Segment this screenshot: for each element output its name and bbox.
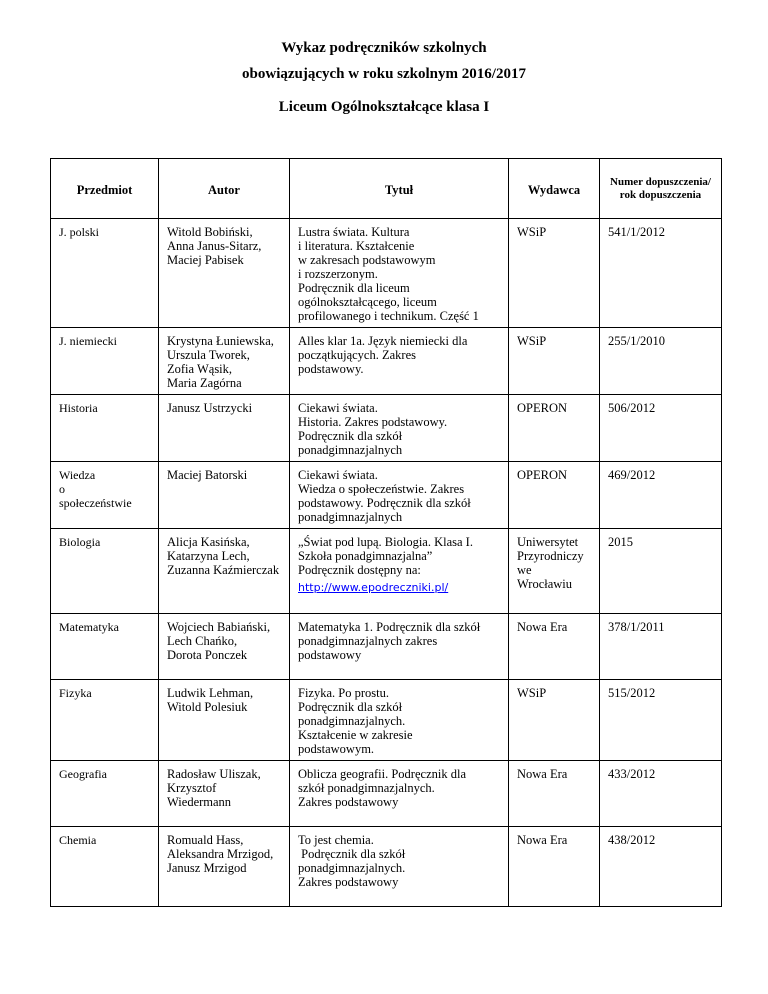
cell-title: Oblicza geografii. Podręcznik dla szkół ponadgimnazjalnych. Zakres podstawowy [290, 761, 509, 827]
document-title: Wykaz podręczników szkolnych [281, 40, 487, 56]
cell-title: Lustra świata. Kultura i literatura. Kształcenie w zakresach podstawowym i rozszerzonym. Podręcznik dla liceum ogólnokształcącego, liceum profilowanego i technikum. Część 1 [290, 219, 509, 328]
cell-approval-number: 515/2012 [600, 680, 722, 761]
cell-publisher: Nowa Era [509, 827, 600, 907]
cell-approval-number: 438/2012 [600, 827, 722, 907]
cell-title: Ciekawi świata. Historia. Zakres podstawowy. Podręcznik dla szkół ponadgimnazjalnych [290, 395, 509, 462]
cell-publisher: Uniwersytet Przyrodniczy we Wrocławiu [509, 529, 600, 614]
table-row [51, 529, 722, 614]
cell-approval-number: 541/1/2012 [600, 219, 722, 328]
cell-subject: Historia [51, 395, 159, 462]
cell-publisher: WSiP [509, 328, 600, 395]
cell-author: Alicja Kasińska, Katarzyna Lech, Zuzanna Kaźmierczak [159, 529, 290, 614]
table-row [51, 614, 722, 680]
cell-author: Witold Bobiński, Anna Janus-Sitarz, Maciej Pabisek [159, 219, 290, 328]
cell-author: Romuald Hass, Aleksandra Mrzigod, Janusz Mrzigod [159, 827, 290, 907]
column-header-publisher: Wydawca [509, 159, 600, 219]
cell-approval-number: 506/2012 [600, 395, 722, 462]
cell-approval-number: 255/1/2010 [600, 328, 722, 395]
epodreczniki-link[interactable]: http://www.epodreczniki.pl/ [298, 581, 449, 594]
table-row [51, 827, 722, 907]
cell-subject: Geografia [51, 761, 159, 827]
column-header-approval-number: Numer dopuszczenia/ rok dopuszczenia [600, 159, 722, 219]
column-header-title: Tytuł [290, 159, 509, 219]
cell-subject: J. niemiecki [51, 328, 159, 395]
table-row [51, 395, 722, 462]
table-header-row [51, 159, 722, 219]
cell-publisher: Nowa Era [509, 614, 600, 680]
cell-subject: Biologia [51, 529, 159, 614]
cell-title: Ciekawi świata. Wiedza o społeczeństwie. Zakres podstawowy. Podręcznik dla szkół ponadgimnazjalnych [290, 462, 509, 529]
cell-subject: Chemia [51, 827, 159, 907]
cell-publisher: Nowa Era [509, 761, 600, 827]
cell-approval-number: 469/2012 [600, 462, 722, 529]
table-row [51, 328, 722, 395]
table-row [51, 462, 722, 529]
textbook-table [50, 158, 722, 907]
table-row [51, 761, 722, 827]
cell-title: Matematyka 1. Podręcznik dla szkół ponadgimnazjalnych zakres podstawowy [290, 614, 509, 680]
cell-title: „Świat pod lupą. Biologia. Klasa I. Szkoła ponadgimnazjalna” Podręcznik dostępny na: http://www.epodreczniki.pl/ [290, 529, 509, 614]
table-row [51, 219, 722, 328]
column-header-subject: Przedmiot [51, 159, 159, 219]
cell-author: Wojciech Babiański, Lech Chańko, Dorota Ponczek [159, 614, 290, 680]
cell-approval-number: 2015 [600, 529, 722, 614]
cell-author: Krystyna Łuniewska, Urszula Tworek, Zofia Wąsik, Maria Zagórna [159, 328, 290, 395]
cell-subject: J. polski [51, 219, 159, 328]
cell-title: To jest chemia. Podręcznik dla szkół ponadgimnazjalnych. Zakres podstawowy [290, 827, 509, 907]
cell-subject: Matematyka [51, 614, 159, 680]
cell-author: Radosław Uliszak, Krzysztof Wiedermann [159, 761, 290, 827]
cell-title: Fizyka. Po prostu. Podręcznik dla szkół ponadgimnazjalnych. Kształcenie w zakresie podstawowym. [290, 680, 509, 761]
cell-publisher: WSiP [509, 219, 600, 328]
cell-subject: Fizyka [51, 680, 159, 761]
cell-publisher: WSiP [509, 680, 600, 761]
cell-author: Janusz Ustrzycki [159, 395, 290, 462]
column-header-author: Autor [159, 159, 290, 219]
cell-approval-number: 378/1/2011 [600, 614, 722, 680]
document-subtitle: obowiązujących w roku szkolnym 2016/2017 [242, 66, 526, 82]
cell-publisher: OPERON [509, 395, 600, 462]
cell-author: Maciej Batorski [159, 462, 290, 529]
cell-title: Alles klar 1a. Język niemiecki dla początkujących. Zakres podstawowy. [290, 328, 509, 395]
cell-approval-number: 433/2012 [600, 761, 722, 827]
school-class-heading: Liceum Ogólnokształcące klasa I [278, 99, 490, 115]
cell-subject: Wiedza o społeczeństwie [51, 462, 159, 529]
table-row [51, 680, 722, 761]
cell-publisher: OPERON [509, 462, 600, 529]
cell-author: Ludwik Lehman, Witold Polesiuk [159, 680, 290, 761]
